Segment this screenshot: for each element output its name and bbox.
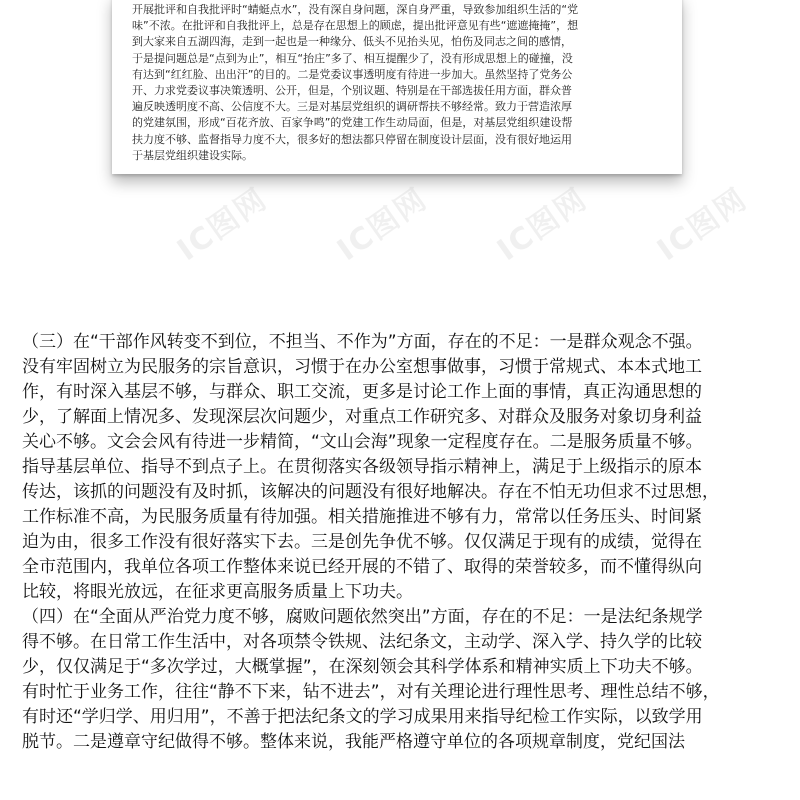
embedded-text-line: 于是提问题总是“点到为止”，相互“抬庄”多了、相互提醒少了，没有形成思想上的碰撞，没 xyxy=(132,51,573,65)
paragraph-line: 没有牢固树立为民服务的宗旨意识，习惯于在办公室想事做事，习惯于常规式、本本式地工 xyxy=(22,357,702,377)
paragraph-line: 指导基层单位、指导不到点子上。在贯彻落实各级领导指示精神上，满足于上级指示的原本 xyxy=(22,457,702,477)
embedded-text-line: 有达到“红红脸、出出汗”的目的。二是党委议事透明度有待进一步加大。虽然坚持了党务公 xyxy=(132,67,573,81)
paragraph-line: 少，仅仅满足于“多次学过，大概掌握”，在深刻领会其科学体系和精神实质上下功夫不够。 xyxy=(22,657,703,677)
document-body xyxy=(22,330,782,755)
embedded-text-line: 扶力度不够、监督指导力度不大，很多好的想法都只停留在制度设计层面，没有很好地运用 xyxy=(132,132,572,146)
paragraph-line: 全市范围内，我单位各项工作整体来说已经开展的不错了、取得的荣誉较多，而不懂得纵向 xyxy=(22,557,702,577)
paragraph-line: 作，有时深入基层不够，与群众、职工交流，更多是讨论工作上面的事情，真正沟通思想的 xyxy=(22,382,702,402)
embedded-text-line: 于基层党组织建设实际。 xyxy=(132,148,253,162)
embedded-document-page xyxy=(112,0,682,174)
embedded-text-line: 的党建氛围，形成“百花齐放、百家争鸣”的党建工作生动局面，但是，对基层党组织建设帮 xyxy=(132,116,573,130)
embedded-text-line: 开、力求党委议事决策透明、公开，但是，个别议题、特别是在干部选拔任用方面，群众普 xyxy=(132,83,572,97)
paragraph-line: 有时还“学归学、用归用”，不善于把法纪条文的学习成果用来指导纪检工作实际，以致学用 xyxy=(22,707,703,727)
embedded-text-line: 遍反映透明度不高、公信度不大。三是对基层党组织的调研帮扶不够经常。致力于营造浓厚 xyxy=(132,100,572,114)
paragraph-line: 传达，该抓的问题没有及时抓，该解决的问题没有很好地解决。存在不怕无功但求不过思想， xyxy=(22,482,719,502)
embedded-document-text xyxy=(132,2,660,164)
watermark: IC图网 xyxy=(171,181,275,269)
paragraph-line: 比较，将眼光放远，在征求更高服务质量上下功夫。 xyxy=(22,582,413,602)
watermark: IC图网 xyxy=(651,181,755,269)
embedded-text-line: 味”不浓。在批评和自我批评上，总是存在思想上的顾虑，提出批评意见有些“遮遮掩掩”，想 xyxy=(132,19,579,33)
paragraph-line: 有时忙于业务工作，往往“静不下来，钻不进去”，对有关理论进行理性思考、理性总结不够， xyxy=(22,682,720,702)
paragraph-line: 少，了解面上情况多、发现深层次问题少，对重点工作研究多、对群众及服务对象切身利益 xyxy=(22,407,702,427)
paragraph-line: 脱节。二是遵章守纪做得不够。整体来说，我能严格遵守单位的各项规章制度，党纪国法 xyxy=(22,732,685,752)
paragraph-line: 得不够。在日常工作生活中，对各项禁令铁规、法纪条文，主动学、深入学、持久学的比较 xyxy=(22,632,702,652)
paragraph-line: 关心不够。文会会风有待进一步精简，“文山会海”现象一定程度存在。二是服务质量不够。 xyxy=(22,432,703,452)
watermark: IC图网 xyxy=(491,181,595,269)
embedded-text-line: 开展批评和自我批评时“蜻蜓点水”，没有深自身问题，深自身严重，导致参加组织生活的“党 xyxy=(132,3,579,16)
watermark: IC图网 xyxy=(331,181,435,269)
embedded-text-line: 到大家来自五湖四海，走到一起也是一种缘分、低头不见抬头见，怕伤及同志之间的感情， xyxy=(132,35,572,49)
embedded-document-image xyxy=(0,0,800,300)
paragraph-line: 迫为由，很多工作没有很好落实下去。三是创先争优不够。仅仅满足于现有的成绩，觉得在 xyxy=(22,532,702,552)
paragraph-line: 工作标准不高，为民服务质量有待加强。相关措施推进不够有力，常常以任务压头、时间紧 xyxy=(22,507,702,527)
paragraph-line: （三）在“干部作风转变不到位，不担当、不作为”方面，存在的不足：一是群众观念不强。 xyxy=(22,332,703,352)
paragraph-line: （四）在“全面从严治党力度不够，腐败问题依然突出”方面，存在的不足：一是法纪条规学 xyxy=(22,607,703,627)
